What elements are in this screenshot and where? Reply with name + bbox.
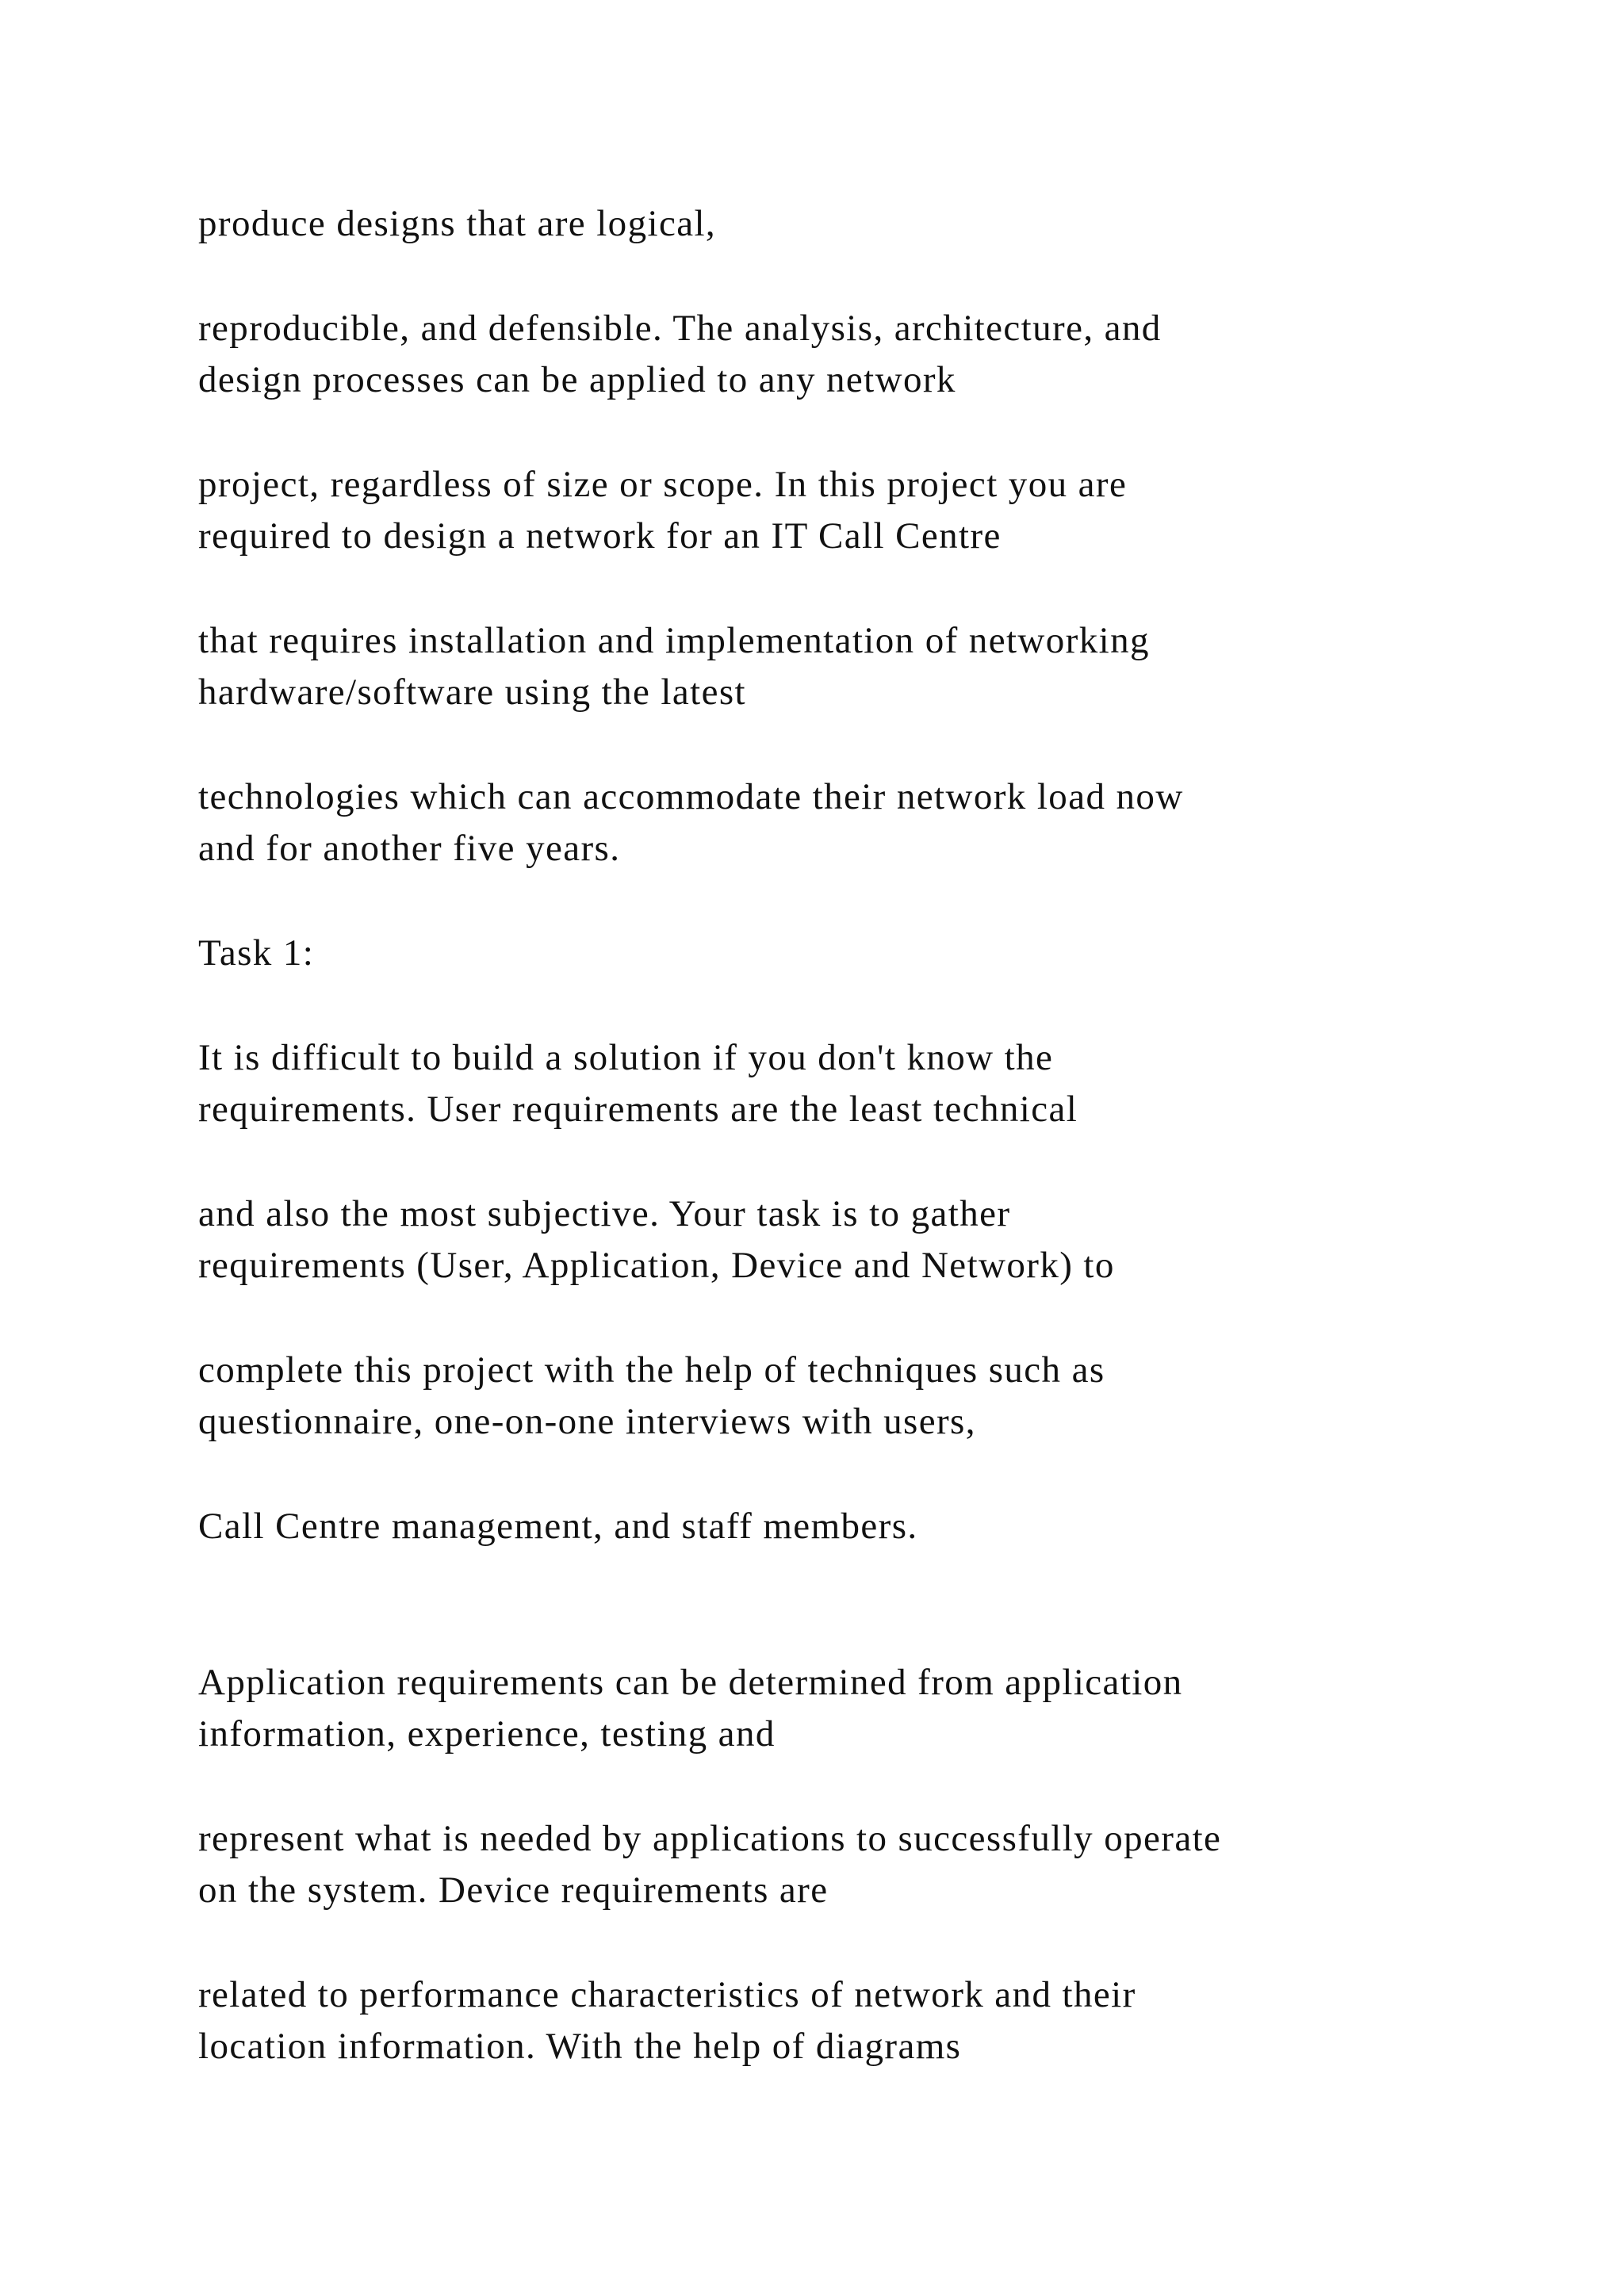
text-line: Application requirements can be determined from application bbox=[198, 1662, 1183, 1703]
text-line: requirements. User requirements are the least technical bbox=[198, 1089, 1078, 1130]
text-line: It is difficult to build a solution if you don't know the bbox=[198, 1037, 1054, 1078]
paragraph bbox=[198, 303, 1507, 406]
text-line: and for another five years. bbox=[198, 828, 621, 869]
text-line: project, regardless of size or scope. In this project you are bbox=[198, 464, 1128, 505]
text-line: represent what is needed by applications to successfully operate bbox=[198, 1818, 1222, 1859]
text-line: requirements (User, Application, Device and Network) to bbox=[198, 1245, 1115, 1286]
text-line: and also the most subjective. Your task is to gather bbox=[198, 1193, 1011, 1234]
text-line: required to design a network for an IT Call Centre bbox=[198, 515, 1002, 557]
paragraph bbox=[198, 1969, 1507, 2072]
paragraph bbox=[198, 1188, 1507, 1292]
text-line: hardware/software using the latest bbox=[198, 672, 747, 713]
paragraph bbox=[198, 771, 1507, 874]
paragraph bbox=[198, 615, 1507, 718]
text-line: technologies which can accommodate their network load now bbox=[198, 776, 1184, 817]
paragraph bbox=[198, 1032, 1507, 1135]
text-line: Task 1: bbox=[198, 932, 315, 974]
paragraph bbox=[198, 1501, 1507, 1552]
text-line: information, experience, testing and bbox=[198, 1713, 776, 1755]
text-line: location information. With the help of diagrams bbox=[198, 2026, 962, 2067]
text-line: reproducible, and defensible. The analysis, architecture, and bbox=[198, 308, 1162, 349]
paragraph bbox=[198, 459, 1507, 562]
text-line: questionnaire, one-on-one interviews with users, bbox=[198, 1401, 976, 1442]
text-line: complete this project with the help of techniques such as bbox=[198, 1349, 1105, 1391]
paragraph bbox=[198, 1813, 1507, 1916]
paragraph bbox=[198, 1345, 1507, 1448]
text-line: Call Centre management, and staff members. bbox=[198, 1506, 918, 1547]
text-line: that requires installation and implementation of networking bbox=[198, 620, 1150, 661]
paragraph bbox=[198, 198, 1507, 250]
task-heading bbox=[198, 928, 1507, 979]
paragraph bbox=[198, 1657, 1507, 1760]
text-line: on the system. Device requirements are bbox=[198, 1869, 829, 1911]
text-line: produce designs that are logical, bbox=[198, 203, 717, 244]
text-line: design processes can be applied to any network bbox=[198, 359, 956, 400]
document-body bbox=[198, 198, 1507, 2126]
text-line: related to performance characteristics of network and their bbox=[198, 1974, 1136, 2015]
